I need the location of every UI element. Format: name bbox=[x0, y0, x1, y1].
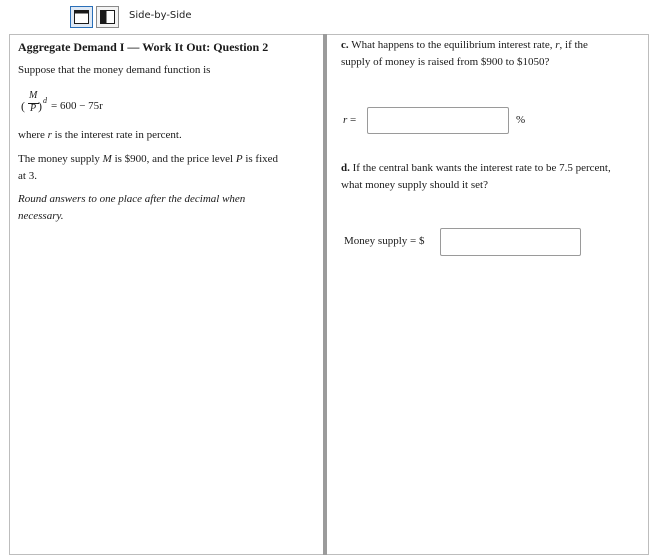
equation-superscript: d bbox=[43, 96, 47, 105]
percent-unit: % bbox=[516, 114, 526, 126]
part-c-question-cont: supply of money is raised from $900 to $1050? bbox=[341, 56, 550, 68]
money-supply-label: Money supply = $ bbox=[344, 235, 425, 247]
where-text: where r is the interest rate in percent. bbox=[18, 129, 182, 141]
rounding-note: Round answers to one place after the decimal when bbox=[18, 193, 246, 205]
pane-divider[interactable] bbox=[323, 34, 327, 555]
toolbar bbox=[0, 0, 650, 34]
equation-rhs: = 600 − 75r bbox=[51, 100, 103, 112]
money-demand-equation: ( M P ) d = 600 − 75r bbox=[21, 90, 103, 114]
question-title: Aggregate Demand I — Work It Out: Question 2 bbox=[18, 40, 269, 54]
view-mode-label: Side-by-Side bbox=[129, 10, 192, 21]
part-d-question-cont: what money supply should it set? bbox=[341, 179, 488, 191]
side-by-side-view-button[interactable] bbox=[96, 6, 119, 28]
part-c-question: c. What happens to the equilibrium interest rate, r, if the bbox=[341, 39, 588, 51]
r-input-label: r = bbox=[343, 114, 357, 126]
equation-denominator: P bbox=[30, 103, 37, 114]
single-view-button[interactable] bbox=[70, 6, 93, 28]
money-supply-text-cont: at 3. bbox=[18, 170, 37, 182]
money-supply-text: The money supply M is $900, and the price level P is fixed bbox=[18, 153, 279, 165]
split-pane-icon bbox=[100, 10, 115, 24]
interest-rate-input[interactable] bbox=[367, 107, 509, 134]
part-d-question: d. If the central bank wants the interest rate to be 7.5 percent, bbox=[341, 162, 611, 174]
intro-text: Suppose that the money demand function is bbox=[18, 64, 211, 76]
money-supply-input[interactable] bbox=[440, 228, 581, 256]
rounding-note-cont: necessary. bbox=[18, 210, 64, 222]
single-pane-icon bbox=[74, 10, 89, 24]
equation-numerator: M bbox=[29, 90, 38, 101]
